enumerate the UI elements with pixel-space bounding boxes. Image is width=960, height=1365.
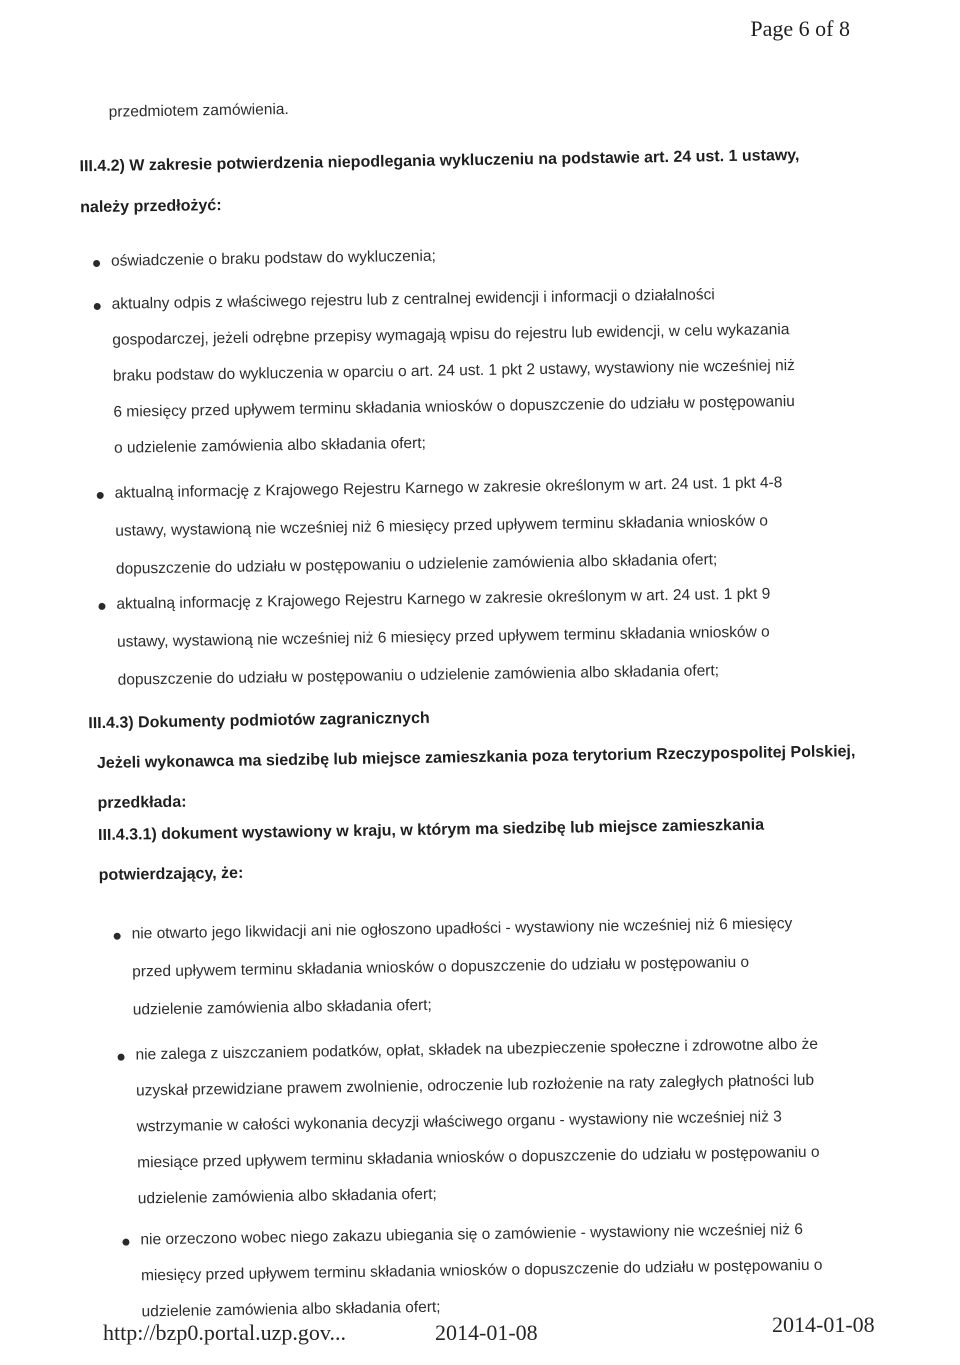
list-item-line: aktualną informację z Krajowego Rejestru Karnego w zakresie określonym w art. 24 ust. 1 pkt 4-8 [114,474,783,502]
list-item-line: miesięcy przed upływem terminu składania wniosków o dopuszczenie do udziału w postępowaniu o [140,1256,823,1285]
bullet-icon [97,492,104,499]
list-item-line: aktualny odpis z właściwego rejestru lub z centralnej ewidencji i informacji o działalności [111,286,715,313]
list-item-line: braku podstaw do wykluczenia w oparciu o art. 24 ust. 1 pkt 2 ustawy, wystawiony nie wcześniej niż [112,357,795,385]
list-item-line: gospodarczej, jeżeli odrębne przepisy wymagają wpisu do rejestru lub ewidencji, w celu wykazania [112,321,790,349]
list-item-line: ustawy, wystawioną nie wcześniej niż 6 miesięcy przed upływem terminu składania wniosków o [116,623,770,651]
intro-line: przedmiotem zamówienia. [108,100,289,121]
list-item-line: o udzielenie zamówienia albo składania ofert; [113,434,427,457]
bullet-icon [114,933,121,940]
section-4-3-1-heading: III.4.3.1) dokument wystawiony w kraju, w którym ma siedzibę lub miejsce zamieszkania [97,816,765,845]
bullet-icon [98,603,105,610]
list-item-line: wstrzymanie w całości wykonania decyzji właściwego organu - wystawiony nie wcześniej niż 3 [136,1108,782,1136]
footer-date: 2014-01-08 [435,1320,538,1345]
section-4-3-intro-cont: przedkłada: [97,793,187,813]
section-4-2-heading-cont: należy przedłożyć: [80,196,222,217]
list-item-line: dopuszczenie do udziału w postępowaniu o udzielenie zamówienia albo składania ofert; [115,551,718,578]
list-item-line: dopuszczenie do udziału w postępowaniu o udzielenie zamówienia albo składania ofert; [117,662,720,689]
list-item-line: oświadczenie o braku podstaw do wykluczenia; [110,247,436,270]
bullet-icon [122,1239,129,1246]
bullet-icon [93,260,100,267]
footer-date-right: 2014-01-08 [772,1312,875,1337]
list-item-line: nie zalega z uiszczaniem podatków, opłat, składek na ubezpieczenie społeczne i zdrowotne albo że [135,1035,819,1064]
page-number: Page 6 of 8 [750,16,850,41]
list-item-line: 6 miesięcy przed upływem terminu składania wniosków o dopuszczenie do udziału w postępowaniu [113,393,795,421]
section-4-2-heading: III.4.2) W zakresie potwierdzenia niepodlegania wykluczeniu na podstawie art. 24 ust. 1 ustawy, [79,146,800,176]
list-item-line: nie otwarto jego likwidacji ani nie ogłoszono upadłości - wystawiony nie wcześniej niż 6 miesięcy [131,915,793,943]
section-4-3-1-heading-cont: potwierdzający, że: [98,864,244,885]
section-4-3-intro: Jeżeli wykonawca ma siedzibę lub miejsce zamieszkania poza terytorium Rzeczypospolitej Polskiej, [96,743,856,773]
list-item-line: przed upływem terminu składania wniosków o dopuszczenie do udziału w postępowaniu o [132,953,750,981]
list-item-line: nie orzeczono wobec niego zakazu ubiegania się o zamówienie - wystawiony nie wcześniej niż 6 [140,1220,804,1249]
list-item-line: uzyskał przewidziane prawem zwolnienie, odroczenie lub rozłożenie na raty zaległych płatności lub [135,1071,815,1100]
footer-url: http://bzp0.portal.uzp.gov... [103,1320,346,1345]
list-item-line: udzielenie zamówienia albo składania ofert; [141,1298,441,1321]
list-item-line: ustawy, wystawioną nie wcześniej niż 6 miesięcy przed upływem terminu składania wniosków o [115,512,769,540]
list-item-line: miesiące przed upływem terminu składania wniosków o dopuszczenie do udziału w postępowaniu o [137,1143,820,1172]
section-4-3-heading: III.4.3) Dokumenty podmiotów zagranicznych [88,709,430,733]
list-item-line: udzielenie zamówienia albo składania ofert; [137,1185,437,1208]
bullet-icon [94,303,101,310]
bullet-icon [118,1054,125,1061]
list-item-line: aktualną informację z Krajowego Rejestru Karnego w zakresie określonym w art. 24 ust. 1 pkt 9 [116,585,771,613]
list-item-line: udzielenie zamówienia albo składania ofert; [132,996,432,1019]
